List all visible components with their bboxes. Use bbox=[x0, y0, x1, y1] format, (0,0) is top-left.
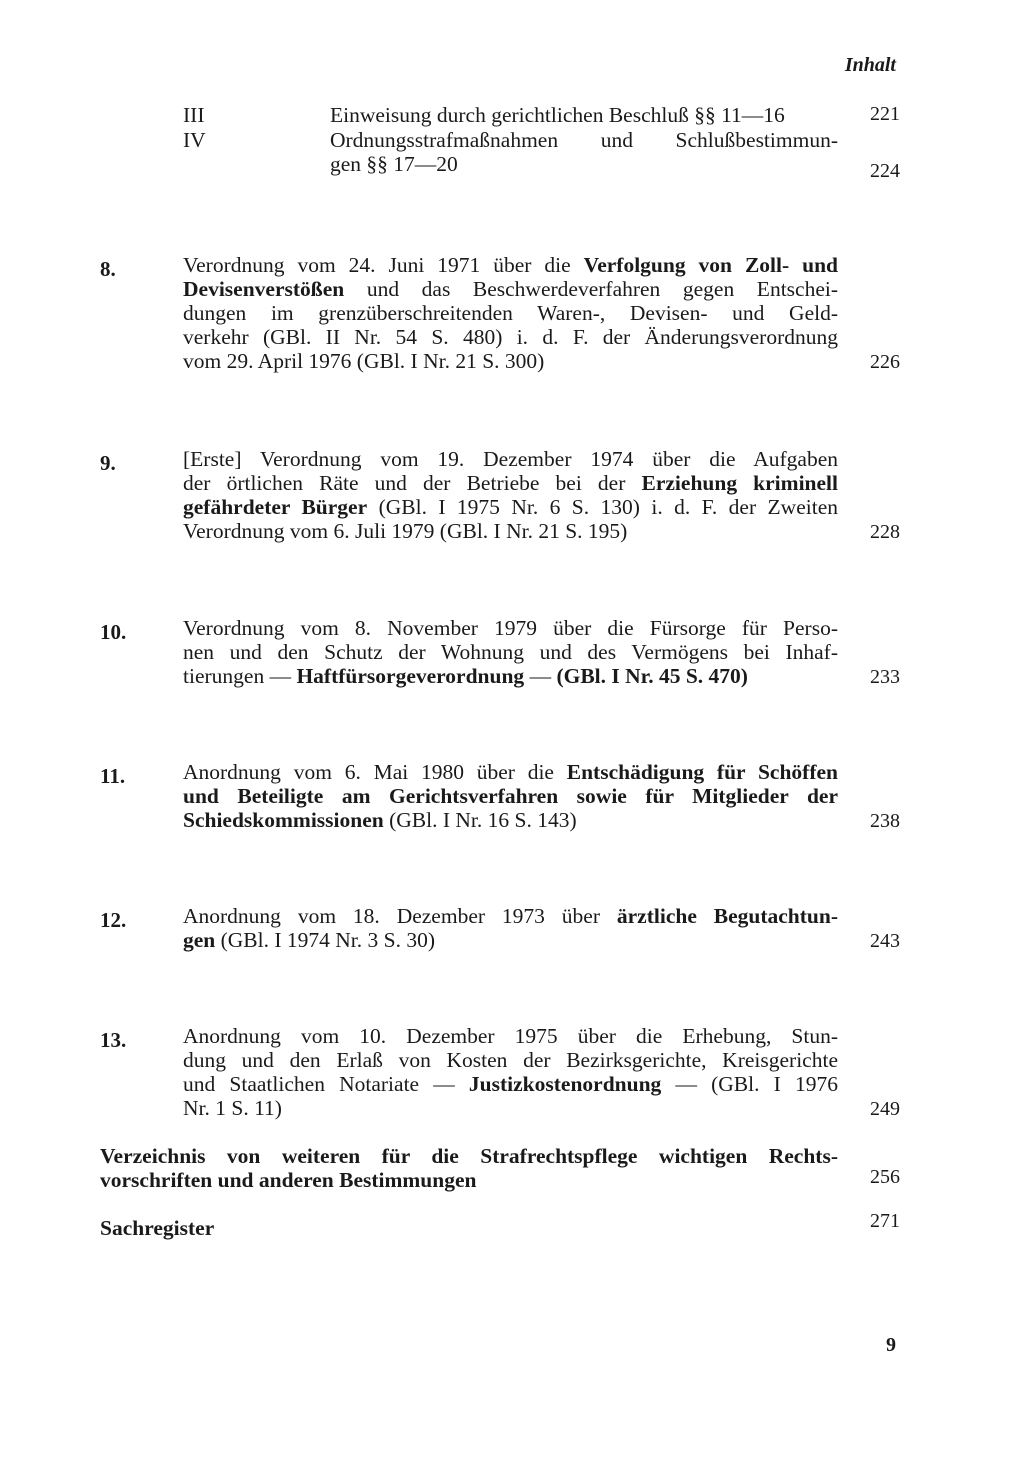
entry-text: (GBl. I Nr. 16 S. 143) bbox=[383, 808, 577, 832]
entry-line bbox=[183, 760, 838, 784]
sub-entry-line: Ordnungsstrafmaßnahmen und Schlußbestimmun- bbox=[330, 128, 838, 152]
entry-number: 10. bbox=[100, 620, 127, 644]
entry-page: 228 bbox=[870, 521, 900, 543]
entry-page: 233 bbox=[870, 666, 900, 688]
entry-line bbox=[183, 447, 838, 471]
entry-text: dung und den Erlaß von Kosten der Bezirksgerichte, Kreisgerichte bbox=[183, 1048, 838, 1072]
entry-text: tierungen — bbox=[183, 664, 297, 688]
entry-page: 243 bbox=[870, 930, 900, 952]
entry-number: 8. bbox=[100, 257, 116, 281]
entry-text: der örtlichen Räte und der Betriebe bei der bbox=[183, 471, 642, 495]
entry-text: Anordnung vom 6. Mai 1980 über die bbox=[183, 760, 567, 784]
bold-title-text: und Beteiligte am Gerichtsverfahren sowie für Mitglieder der bbox=[183, 784, 838, 808]
section-line: Sachregister bbox=[100, 1216, 215, 1240]
entry-page: 226 bbox=[870, 351, 900, 373]
entry-text: Verordnung vom 24. Juni 1971 über die bbox=[183, 253, 584, 277]
bold-title-text: Entschädigung für Schöffen bbox=[566, 760, 838, 784]
entry-text: nen und den Schutz der Wohnung und des Vermögens bei Inhaf- bbox=[183, 640, 838, 664]
bold-title-text: gefährdeter Bürger bbox=[183, 495, 368, 519]
entry-text: Anordnung vom 18. Dezember 1973 über bbox=[183, 904, 617, 928]
entry-text: Verordnung vom 6. Juli 1979 (GBl. I Nr. 21 S. 195) bbox=[183, 519, 628, 543]
sub-entry-line: Einweisung durch gerichtlichen Beschluß §§ 11—16 bbox=[330, 103, 785, 127]
entry-line bbox=[183, 277, 838, 301]
entry-text: vom 29. April 1976 (GBl. I Nr. 21 S. 300) bbox=[183, 349, 545, 373]
entry-line bbox=[183, 325, 838, 349]
entry-line bbox=[183, 928, 435, 952]
entry-line bbox=[183, 1024, 838, 1048]
bold-title-text: (GBl. I Nr. 45 S. 470) bbox=[556, 664, 748, 688]
sub-entry-line: gen §§ 17—20 bbox=[330, 152, 458, 176]
bold-title-text: Haftfürsorgeverordnung bbox=[296, 664, 525, 688]
bold-title-text: Verfolgung von Zoll- und bbox=[583, 253, 838, 277]
entry-line bbox=[183, 640, 838, 664]
entry-line bbox=[183, 808, 577, 832]
entry-line bbox=[183, 253, 838, 277]
bold-title-text: gen bbox=[183, 928, 216, 952]
bold-title-text: ärztliche Begutachtun- bbox=[616, 904, 838, 928]
entry-text: Verordnung vom 8. November 1979 über die Fürsorge für Perso- bbox=[183, 616, 838, 640]
entry-page: 238 bbox=[870, 810, 900, 832]
entry-line bbox=[183, 519, 627, 543]
entry-text: (GBl. I 1974 Nr. 3 S. 30) bbox=[215, 928, 436, 952]
sub-entry-numeral: III bbox=[183, 103, 205, 127]
entry-text: (GBl. I 1975 Nr. 6 S. 130) i. d. F. der Zweiten bbox=[367, 495, 838, 519]
section-page: 256 bbox=[870, 1166, 900, 1188]
entry-number: 12. bbox=[100, 908, 127, 932]
entry-line bbox=[183, 664, 748, 688]
page-number: 9 bbox=[886, 1334, 896, 1356]
running-header: Inhalt bbox=[844, 54, 896, 76]
section-line: vorschriften und anderen Bestimmungen bbox=[100, 1168, 477, 1192]
entry-text: [Erste] Verordnung vom 19. Dezember 1974 über die Aufgaben bbox=[183, 447, 838, 471]
entry-text: dungen im grenzüberschreitenden Waren-, Devisen- und Geld- bbox=[183, 301, 838, 325]
entry-line bbox=[183, 495, 838, 519]
bold-title-text: Erziehung kriminell bbox=[641, 471, 838, 495]
bold-title-text: Devisenverstößen bbox=[183, 277, 345, 301]
entry-number: 9. bbox=[100, 451, 116, 475]
sub-entry-numeral: IV bbox=[183, 128, 206, 152]
entry-text: und Staatlichen Notariate — bbox=[183, 1072, 469, 1096]
entry-line bbox=[183, 301, 838, 325]
entry-line bbox=[183, 784, 838, 808]
entry-line bbox=[183, 616, 838, 640]
entry-text: verkehr (GBl. II Nr. 54 S. 480) i. d. F. der Änderungsverordnung bbox=[183, 325, 838, 349]
section-line: Verzeichnis von weiteren für die Strafrechtspflege wichtigen Rechts- bbox=[100, 1144, 838, 1168]
entry-text: — bbox=[524, 664, 557, 688]
entry-line bbox=[183, 1048, 838, 1072]
entry-line bbox=[183, 1096, 282, 1120]
bold-title-text: Schiedskommissionen bbox=[183, 808, 384, 832]
entry-page: 249 bbox=[870, 1098, 900, 1120]
sub-entry-page: 221 bbox=[870, 103, 900, 125]
entry-line bbox=[183, 349, 544, 373]
entry-text: — (GBl. I 1976 bbox=[661, 1072, 838, 1096]
entry-text: und das Beschwerdeverfahren gegen Entschei- bbox=[344, 277, 838, 301]
entry-number: 11. bbox=[100, 764, 126, 788]
sub-entry-page: 224 bbox=[870, 160, 900, 182]
entry-number: 13. bbox=[100, 1028, 127, 1052]
entry-text: Anordnung vom 10. Dezember 1975 über die Erhebung, Stun- bbox=[183, 1024, 838, 1048]
bold-title-text: Justizkostenordnung bbox=[468, 1072, 662, 1096]
entry-line bbox=[183, 1072, 838, 1096]
section-page: 271 bbox=[870, 1210, 900, 1232]
entry-line bbox=[183, 471, 838, 495]
entry-text: Nr. 1 S. 11) bbox=[183, 1096, 282, 1120]
entry-line bbox=[183, 904, 838, 928]
